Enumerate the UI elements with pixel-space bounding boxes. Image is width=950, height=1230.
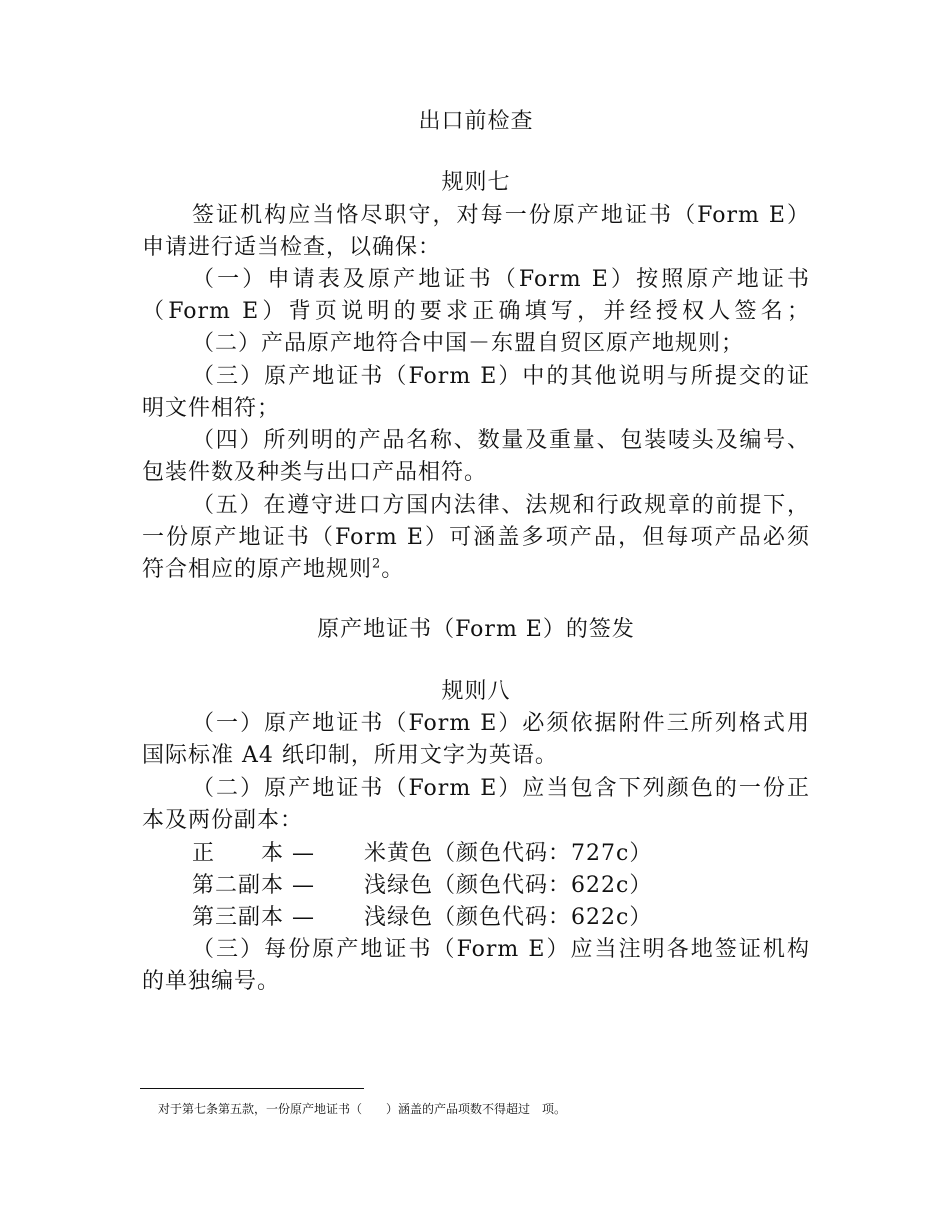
copy-color: 米黄色（颜色代码：727c） <box>364 841 653 866</box>
rule7-intro-line1: 签证机构应当恪尽职守，对每一份原产地证书（Form E） <box>192 203 810 228</box>
copy-color: 浅绿色（颜色代码：622c） <box>364 873 653 898</box>
rule7-item5-line3-end: 。 <box>381 557 405 582</box>
rule7-item5-line1: （五）在遵守进口方国内法律、法规和行政规章的前提下， <box>192 493 810 518</box>
copy-dash: — <box>292 873 315 898</box>
section-heading-pre-export-inspection: 出口前检查 <box>418 109 534 134</box>
copy-row <box>192 870 810 902</box>
footnote-reference: 2 <box>372 556 382 572</box>
rule7-intro-line2: 申请进行适当检查，以确保： <box>142 235 442 260</box>
rule8-item1-line1: （一）原产地证书（Form E）必须依据附件三所列格式用 <box>192 711 810 736</box>
rule8-item2-line2: 本及两份副本： <box>142 808 304 833</box>
rule7-item4-line1: （四）所列明的产品名称、数量及重量、包装唛头及编号、 <box>192 428 810 453</box>
rule-title-eight: 规则八 <box>441 679 511 704</box>
footnote-divider <box>140 1088 364 1089</box>
section-heading-issuance: 原产地证书（Form E）的签发 <box>317 617 635 642</box>
copy-row <box>192 902 810 934</box>
footnote-text: 对于第七条第五款，一份原产地证书（ ）涵盖的产品项数不得超过 项。 <box>158 1102 567 1116</box>
copy-name: 第二副本 <box>192 873 285 898</box>
rule8-item3-line1: （三）每份原产地证书（Form E）应当注明各地签证机构 <box>192 937 810 962</box>
rule7-item1-line2: （Form E）背页说明的要求正确填写，并经授权人签名； <box>142 299 810 324</box>
rule8-item1-line2: 国际标准 A4 纸印制，所用文字为英语。 <box>142 743 558 768</box>
rule7-item3-line1: （三）原产地证书（Form E）中的其他说明与所提交的证 <box>192 364 810 389</box>
copy-dash: — <box>292 905 315 930</box>
copy-dash: — <box>292 841 315 866</box>
rule7-item2-line1: （二）产品原产地符合中国－东盟自贸区原产地规则； <box>192 331 745 356</box>
copy-row <box>192 838 810 870</box>
rule7-item5-line3 <box>142 554 810 586</box>
rule7-item3-line2: 明文件相符； <box>142 396 281 421</box>
rule8-item3-line2: 的单独编号。 <box>142 969 281 994</box>
copy-color: 浅绿色（颜色代码：622c） <box>364 905 653 930</box>
copy-name: 正 本 <box>192 841 285 866</box>
rule7-item4-line2: 包装件数及种类与出口产品相符。 <box>142 460 488 485</box>
rule-title-seven: 规则七 <box>441 170 511 195</box>
rule7-item5-line3-text: 符合相应的原产地规则 <box>142 557 373 582</box>
copy-name: 第三副本 <box>192 905 285 930</box>
rule8-item2-line1: （二）原产地证书（Form E）应当包含下列颜色的一份正 <box>192 776 810 801</box>
rule7-item5-line2: 一份原产地证书（Form E）可涵盖多项产品，但每项产品必须 <box>142 525 810 550</box>
rule7-item1-line1: （一）申请表及原产地证书（Form E）按照原产地证书 <box>192 267 810 292</box>
